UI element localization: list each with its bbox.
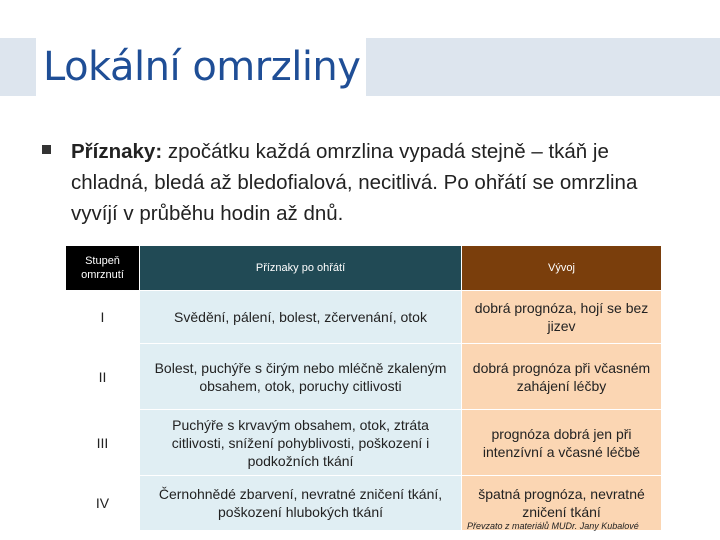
table-row	[66, 344, 662, 410]
outcome-cell: dobrá prognóza při včasném zahájení léčby	[462, 344, 662, 410]
symptoms-cell: Puchýře s krvavým obsahem, otok, ztráta citlivosti, snížení pohyblivosti, poškození i podkožních tkání	[140, 410, 462, 476]
symptoms-cell: Černohnědé zbarvení, nevratné zničení tkání, poškození hlubokých tkání	[140, 476, 462, 531]
stage-cell: IV	[66, 476, 140, 531]
symptoms-cell: Svědění, pálení, bolest, zčervenání, otok	[140, 291, 462, 344]
stage-cell: II	[66, 344, 140, 410]
outcome-cell: prognóza dobrá jen při intenzívní a včasné léčbě	[462, 410, 662, 476]
table-header-row	[66, 246, 662, 291]
symptoms-text: zpočátku každá omrzlina vypadá stejně – tkáň je chladná, bledá až bledofialová, necitlivá. Po ohřátí se omrzlina vyvíjí v průběhu hodin až dnů.	[71, 140, 638, 225]
outcome-cell: špatná prognóza, nevratné zničení tkání	[462, 476, 662, 531]
outcome-cell: dobrá prognóza, hojí se bez jizev	[462, 291, 662, 344]
bullet-square-icon	[42, 145, 51, 154]
frostbite-table	[65, 245, 662, 531]
symptoms-label: Příznaky:	[71, 140, 163, 163]
stage-cell: III	[66, 410, 140, 476]
slide-title: Lokální omrzliny	[43, 44, 361, 90]
header-outcome: Vývoj	[462, 246, 662, 291]
header-stage: Stupeň omrznutí	[66, 246, 140, 291]
source-credit: Převzato z materiálů MUDr. Jany Kubalové	[467, 521, 639, 531]
table-row	[66, 410, 662, 476]
symptoms-paragraph	[71, 136, 681, 229]
table-row	[66, 291, 662, 344]
symptoms-cell: Bolest, puchýře s čirým nebo mléčně zkaleným obsahem, otok, poruchy citlivosti	[140, 344, 462, 410]
stage-cell: I	[66, 291, 140, 344]
header-symptoms: Příznaky po ohřátí	[140, 246, 462, 291]
